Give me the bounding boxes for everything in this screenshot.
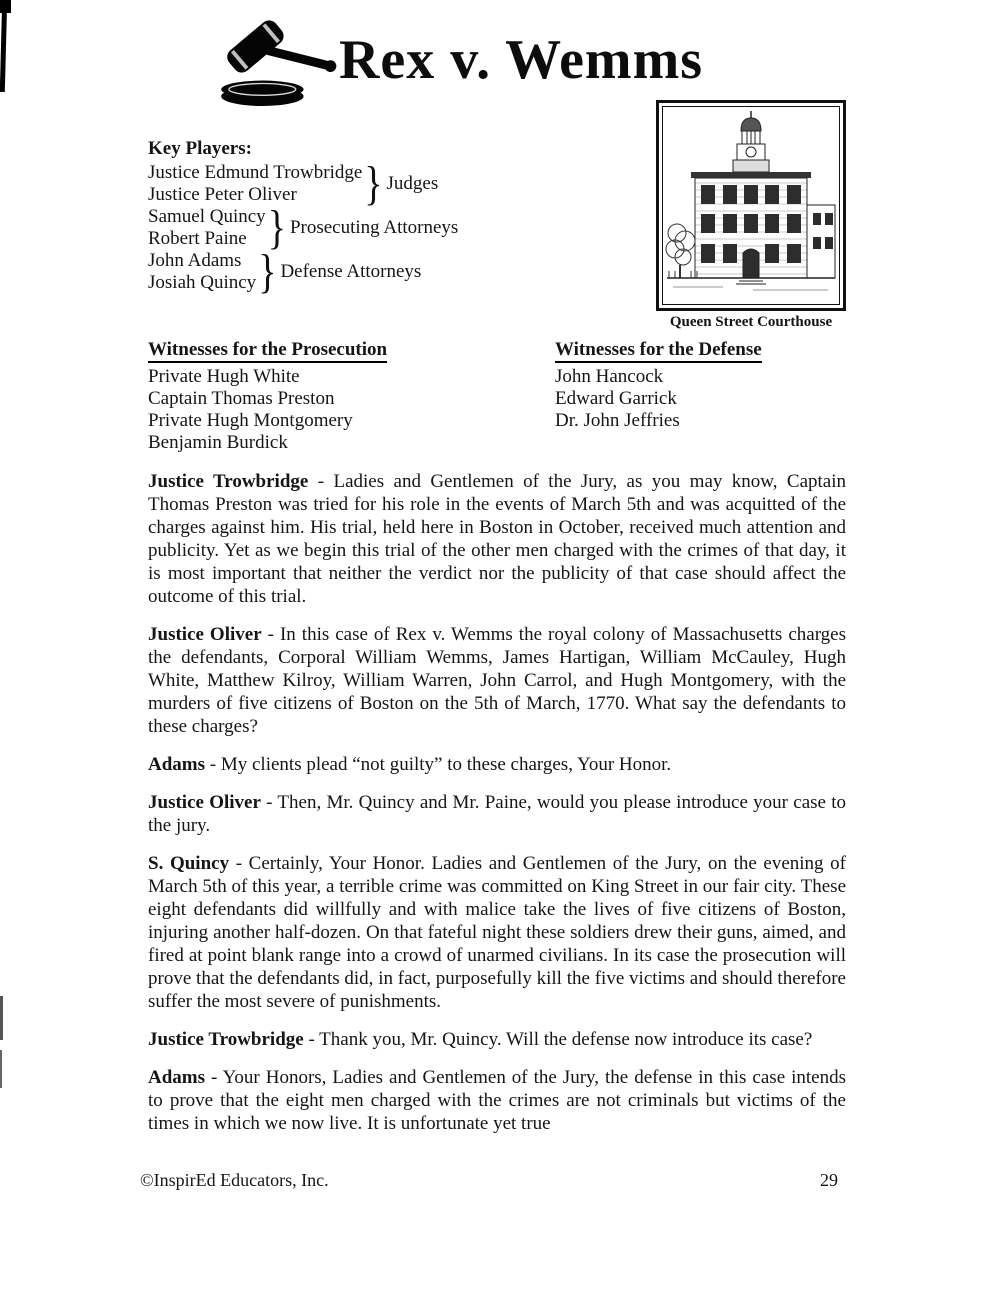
brace-glyph: }: [364, 157, 383, 211]
key-players-group-prosecutors: [148, 201, 656, 255]
speaker-name: Justice Oliver: [148, 624, 262, 645]
witness-name: Dr. John Jeffries: [555, 410, 680, 431]
witnesses-prosecution: [148, 339, 555, 454]
player-name: John Adams: [148, 250, 242, 271]
dialogue-text: - Certainly, Your Honor. Ladies and Gentlemen of the Jury, on the evening of March 5th of this year, a terrible crime was committed on King Street in our fair city. These eight defendants did willfully and with malice take the lives of five citizens of Boston, injuring another half-dozen. On that fateful night these soldiers drew their guns, aimed, and fired at point blank range into a crowd of unarmed civilians. In its case the prosecution will prove that the defendants did, in fact, purposefully kill the five victims and should therefore suffer the most severe of punishments.: [148, 853, 847, 1012]
witness-name: Private Hugh White: [148, 366, 300, 387]
player-name: Justice Peter Oliver: [148, 184, 297, 205]
page-title: Rex v. Wemms: [338, 29, 704, 91]
dialogue-paragraph: [148, 1028, 846, 1051]
courthouse-frame: [656, 100, 846, 311]
speaker-name: S. Quincy: [148, 853, 230, 874]
witness-name: Private Hugh Montgomery: [148, 410, 353, 431]
dialogue-text: - Thank you, Mr. Quincy. Will the defense now introduce its case?: [308, 1029, 813, 1050]
speaker-name: Adams: [148, 1067, 206, 1088]
page-footer: [140, 1170, 846, 1191]
key-players-group-defense: [148, 245, 656, 299]
player-role: Judges: [386, 173, 439, 194]
dialogue-text: - In this case of Rex v. Wemms the royal colony of Massachusetts charges the defendants, Corporal William Wemms, James Hartigan, William McCauley, Hugh White, Matthew Kilroy, William Warren, John Carrol, and Hugh Montgomery, with the murders of five citizens of Boston on the 5th of March, 1770. What say the defendants to these charges?: [148, 624, 847, 737]
witnesses-defense: [555, 339, 762, 454]
brace-glyph: }: [258, 245, 277, 299]
witnesses-defense-heading: Witnesses for the Defense: [555, 339, 762, 363]
witnesses-prosecution-heading: Witnesses for the Prosecution: [148, 339, 387, 363]
player-role: Prosecuting Attorneys: [289, 217, 459, 238]
witnesses-section: [0, 339, 1000, 454]
player-role: Defense Attorneys: [280, 261, 422, 282]
key-players-heading: Key Players:: [148, 138, 252, 159]
player-name: Robert Paine: [148, 228, 247, 249]
dialogue-paragraph: [148, 852, 846, 1013]
dialogue-text: - Your Honors, Ladies and Gentlemen of the Jury, the defense in this case intends to prove that the eight men charged with the crimes are not criminals but victims of the times in which we now live. It is unfortunate yet true: [148, 1067, 846, 1134]
player-name: Samuel Quincy: [148, 206, 266, 227]
names-column: [148, 206, 266, 250]
dialogue-paragraph: [148, 470, 846, 608]
dialogue-text: - Ladies and Gentlemen of the Jury, as you may know, Captain Thomas Preston was tried for his role in the events of March 5th and was acquitted of the charges against him. His trial, held here in Boston in October, received much attention and publicity. Yet as we begin this trial of the other men charged with the crimes of that day, it is most important that neither the verdict nor the publicity of that case should affect the outcome of this trial.: [148, 471, 846, 607]
dialogue-paragraph: [148, 753, 846, 776]
key-players-group-judges: [148, 157, 656, 211]
names-column: [148, 162, 362, 206]
brace-glyph: }: [267, 201, 286, 255]
key-players-section: [148, 138, 656, 299]
scan-artifact: [0, 996, 3, 1040]
top-section: [0, 100, 1000, 331]
copyright-text: ©InspirEd Educators, Inc.: [140, 1170, 329, 1190]
witness-name: John Hancock: [555, 366, 664, 387]
witness-name: Benjamin Burdick: [148, 432, 288, 453]
names-column: [148, 250, 256, 294]
dialogue-paragraph: [148, 623, 846, 738]
page-number: 29: [820, 1170, 838, 1190]
courthouse-drawing: [662, 106, 840, 305]
courthouse-caption: Queen Street Courthouse: [669, 314, 833, 330]
speaker-name: Justice Oliver: [148, 792, 261, 813]
dialogue-text: - Then, Mr. Quincy and Mr. Paine, would you please introduce your case to the jury.: [148, 792, 846, 836]
speaker-name: Adams: [148, 754, 206, 775]
dialogue-paragraph: [148, 791, 846, 837]
player-name: Josiah Quincy: [148, 272, 257, 293]
witness-name: Captain Thomas Preston: [148, 388, 335, 409]
speaker-name: Justice Trowbridge: [148, 471, 309, 492]
dialogue-text: - My clients plead “not guilty” to these charges, Your Honor.: [209, 754, 672, 775]
witness-name: Edward Garrick: [555, 388, 677, 409]
speaker-name: Justice Trowbridge: [148, 1029, 304, 1050]
gavel-icon: [217, 7, 345, 114]
courthouse-figure: [656, 100, 846, 331]
dialogue-paragraph: [148, 1066, 846, 1135]
player-name: Justice Edmund Trowbridge: [148, 162, 363, 183]
page-header: [0, 0, 960, 114]
scan-artifact: [0, 1050, 2, 1088]
dialogue-section: [0, 470, 1000, 1135]
